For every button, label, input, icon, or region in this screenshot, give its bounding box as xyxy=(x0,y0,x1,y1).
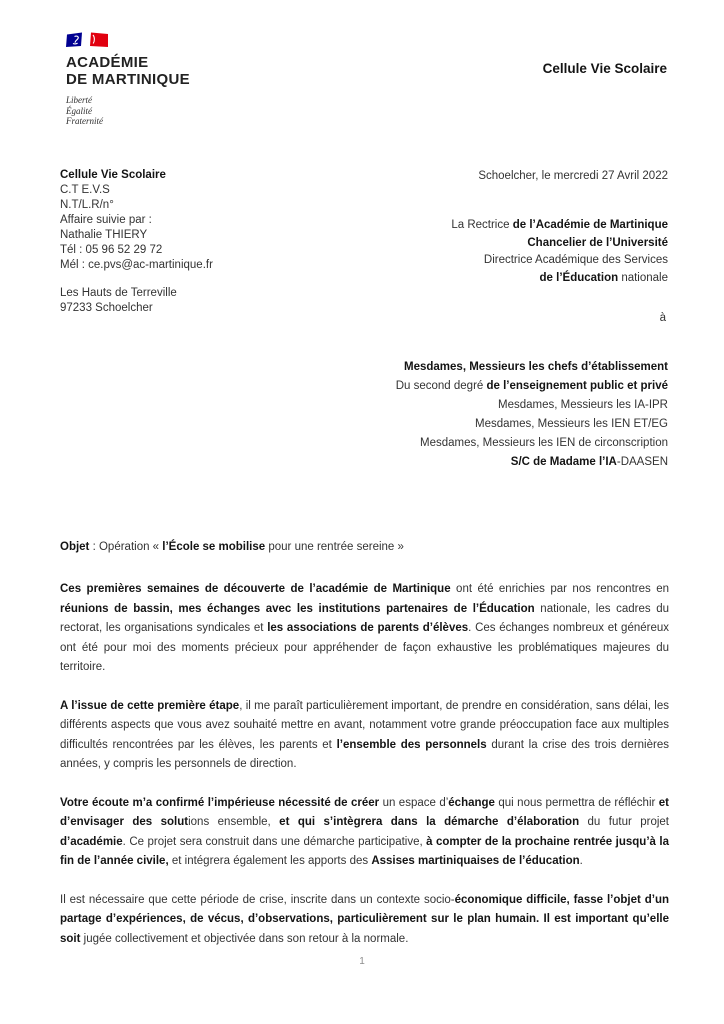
dateline: Schoelcher, le mercredi 27 Avril 2022 xyxy=(478,170,668,182)
author-line: La Rectrice de l’Académie de Martinique xyxy=(451,219,668,231)
sender-line: Affaire suivie par : xyxy=(60,214,152,226)
recipient-line: S/C de Madame l’IA-DAASEN xyxy=(510,456,668,468)
logo-org-line1: ACADÉMIE xyxy=(66,54,149,71)
motto-egalite: Égalité xyxy=(66,105,92,116)
sender-line: C.T E.V.S xyxy=(60,184,110,196)
recipient-line: Mesdames, Messieurs les chefs d’établissement xyxy=(404,361,668,373)
recipient-line: Du second degré de l’enseignement public et privé xyxy=(395,380,668,392)
spacer xyxy=(60,273,213,286)
author-line: Directrice Académique des Services xyxy=(483,254,668,266)
logo-org-line2: DE MARTINIQUE xyxy=(66,71,190,88)
sender-phone: Tél : 05 96 52 29 72 xyxy=(60,244,163,256)
letter-body xyxy=(60,580,669,968)
sender-line: N.T/L.R/n° xyxy=(60,199,114,211)
academie-logo xyxy=(66,32,190,127)
motto-fraternite: Fraternité xyxy=(66,116,103,126)
sender-email: Mél : ce.pvs@ac-martinique.fr xyxy=(60,259,213,271)
author-line: Chancelier de l’Université xyxy=(527,236,668,249)
sender-line: Nathalie THIERY xyxy=(60,229,148,241)
page-number: 1 xyxy=(359,956,365,967)
sender-address-line: Les Hauts de Terreville xyxy=(60,287,177,299)
paragraph: A l’issue de cette première étape, il me paraît particulièrement important, de prendre en considération, sans délai, les différents aspects que vous avez souhaité mettre en avant, notamment votre grande préoccupation face aux multiples difficultés rencontrées par les élèves, les parents et l’ensemble des personnels durant la crise des trois dernières années, y compris les personnels de direction. xyxy=(60,699,670,770)
author-block xyxy=(451,217,668,287)
sender-block xyxy=(60,168,213,316)
recipient-line: Mesdames, Messieurs les IA-IPR xyxy=(498,399,668,411)
paragraph: Votre écoute m’a confirmé l’impérieuse nécessité de créer un espace d’échange qui nous permettra de réfléchir et d’envisager des solutions ensemble, et qui s’intègrera dans la démarche d’élaboration du futur projet d’académie. Ce projet sera construit dans une démarche participative, à compter de la prochaine rentrée jusqu’à la fin de l’année civile, et intégrera également les apports des Assises martiniquaises de l’éducation. xyxy=(60,796,670,867)
recipients-block xyxy=(396,358,668,472)
logo-motto xyxy=(66,95,190,127)
french-flag-icon xyxy=(66,32,110,49)
subject-line: Objet : Opération « l’École se mobilise pour une rentrée sereine » xyxy=(60,541,404,553)
paragraph: Il est nécessaire que cette période de crise, inscrite dans un contexte socio-économique difficile, fasse l’objet d’un partage d’expériences, de vécus, d’observations, particulièrement sur le plan humain. Il est important qu’elle soit jugée collectivement et objectivée dans son retour à la normale. xyxy=(60,893,669,945)
service-title: Cellule Vie Scolaire xyxy=(542,61,667,76)
motto-liberte: Liberté xyxy=(66,95,92,105)
paragraph: Ces premières semaines de découverte de l’académie de Martinique ont été enrichies par nos rencontres en réunions de bassin, mes échanges avec les institutions partenaires de l’Éducation nationale, les cadres du rectorat, les organisations syndicales et les associations de parents d’élèves. Ces échanges nombreux et généreux ont été pour moi des moments précieux pour appréhender de façon exhaustive les problématiques majeures du territoire. xyxy=(60,583,670,673)
a-mark: à xyxy=(659,312,666,324)
sender-service: Cellule Vie Scolaire xyxy=(60,169,166,181)
sender-address-line: 97233 Schoelcher xyxy=(60,302,153,314)
logo-org-name xyxy=(66,54,190,88)
recipient-line: Mesdames, Messieurs les IEN de circonscription xyxy=(420,437,668,449)
author-line: de l’Éducation nationale xyxy=(539,271,668,284)
recipient-line: Mesdames, Messieurs les IEN ET/EG xyxy=(475,418,668,430)
